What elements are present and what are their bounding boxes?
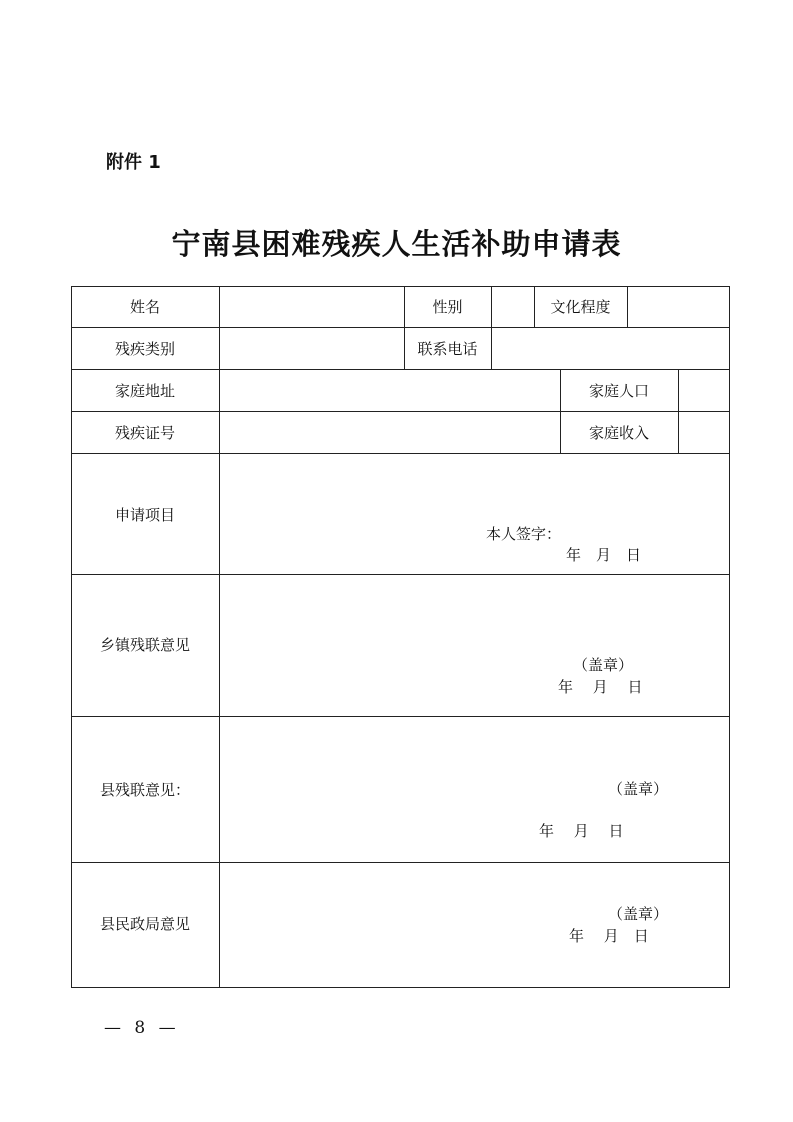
application-content-area[interactable] [220, 454, 728, 574]
gender-label: 性别 [432, 298, 463, 316]
civil-affairs-stamp: （盖章） [608, 905, 669, 923]
row-divider [71, 369, 730, 370]
county-dpf-stamp: （盖章） [608, 780, 669, 798]
row-divider [71, 411, 730, 412]
education-label: 文化程度 [550, 298, 611, 316]
civil-affairs-opinion-label: 县民政局意见 [99, 915, 190, 933]
disability-cert-label: 残疾证号 [114, 424, 175, 442]
phone-label: 联系电话 [417, 340, 478, 358]
application-form-table [71, 286, 730, 988]
county-dpf-opinion-label: 县残联意见： [99, 781, 190, 799]
household-size-label: 家庭人口 [588, 382, 649, 400]
civil-affairs-opinion-area[interactable] [220, 863, 728, 987]
application-label: 申请项目 [114, 506, 175, 524]
column-divider [491, 286, 492, 370]
household-income-label: 家庭收入 [588, 424, 649, 442]
column-divider [678, 369, 679, 454]
disability-type-label: 残疾类别 [114, 340, 175, 358]
attachment-label: 附件 1 [106, 152, 161, 173]
row-divider [71, 327, 730, 328]
applicant-signature-label: 本人签字： [486, 525, 562, 543]
civil-affairs-date: 年 月 日 [569, 927, 649, 945]
township-opinion-area[interactable] [220, 575, 728, 716]
county-dpf-date: 年 月 日 [539, 822, 624, 840]
name-label: 姓名 [129, 298, 160, 316]
form-title: 宁南县困难残疾人生活补助申请表 [171, 227, 622, 261]
township-date: 年 月 日 [558, 678, 643, 696]
applicant-date: 年 月 日 [566, 546, 642, 564]
township-stamp: （盖章） [573, 656, 634, 674]
township-opinion-label: 乡镇残联意见 [99, 636, 190, 654]
address-label: 家庭地址 [114, 382, 175, 400]
page-number: — 8 — [104, 1018, 180, 1038]
column-divider [627, 286, 628, 328]
